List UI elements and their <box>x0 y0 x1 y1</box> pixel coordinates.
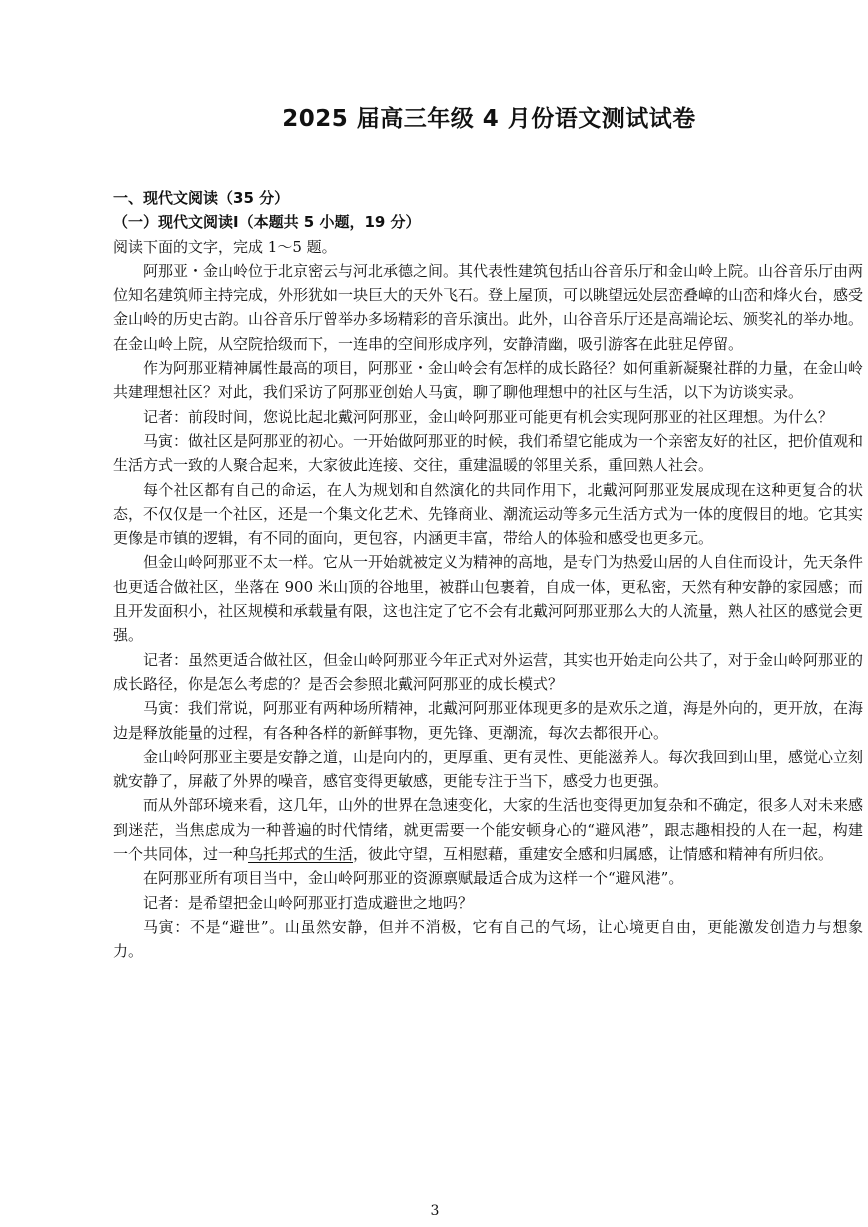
exam-title: 2025 届高三年级 4 月份语文测试试卷 <box>282 106 696 132</box>
paragraph-10 <box>113 793 863 866</box>
paragraph-13: 马寅：不是“避世”。山虽然安静，但并不消极，它有自己的气场，让心境更自由，更能激发创造力与想象力。 <box>113 917 863 961</box>
paragraph-5: 每个社区都有自己的命运，在人为规划和自然演化的共同作用下，北戴河阿那亚发展成现在这种更复合的状态，不仅仅是一个社区，还是一个集文化艺术、先锋商业、潮流运动等多元生活方式为一体的度假目的地。它其实更像是市镇的逻辑，有不同的面向，更包容，内涵更丰富，带给人的体验和感受也更多元。 <box>113 480 864 548</box>
underlined-phrase: 乌托邦式的生活 <box>248 845 354 864</box>
instruction-text: 阅读下面的文字，完成 1～5 题。 <box>113 237 337 256</box>
reading-passage <box>113 186 863 964</box>
section-heading: 一、现代文阅读（35 分） <box>113 189 290 207</box>
paragraph-2: 作为阿那亚精神属性最高的项目，阿那亚・金山岭会有怎样的成长路径？如何重新凝聚社群的力量，在金山岭共建理想社区？对此，我们采访了阿那亚创始人马寅，聊了聊他理想中的社区与生活，以下为访谈实录。 <box>113 359 864 402</box>
paragraph-8: 马寅：我们常说，阿那亚有两种场所精神，北戴河阿那亚体现更多的是欢乐之道，海是外向的，更开放，在海边是释放能量的过程，有各种各样的新鲜事物，更先锋、更潮流，每次去都很开心。 <box>113 699 864 742</box>
paragraph-4: 马寅：做社区是阿那亚的初心。一开始做阿那亚的时候，我们希望它能成为一个亲密友好的社区，把价值观和生活方式一致的人聚合起来，大家彼此连接、交往，重建温暖的邻里关系，重回熟人社会。 <box>113 431 864 475</box>
paragraph-6: 但金山岭阿那亚不太一样。它从一开始就被定义为精神的高地，是专门为热爱山居的人自住而设计，先天条件也更适合做社区，坐落在 900 米山顶的谷地里，被群山包裹着，自成一体，更私密，天然有种安静的家园感；而且开发面积小，社区规模和承载量有限，这也注定了它不会有北戴河阿那亚那么大的人流量，熟人社区的感觉会更强。 <box>113 553 864 645</box>
paragraph-10-tail: ，彼此守望，互相慰藉，重建安全感和归属感，让情感和精神有所归依。 <box>353 845 834 864</box>
paragraph-12: 记者：是希望把金山岭阿那亚打造成避世之地吗？ <box>143 893 474 912</box>
paragraph-10-text: 而从外部环境来看，这几年，山外的世界在急速变化，大家的生活也变得更加复杂和不确定，很多人对未来感到迷茫，当焦虑成为一种普遍的时代情绪，就更需要一个能安顿身心的“避风港”，跟志趣相投的人在一起，构建一个共同体，过一种 <box>113 796 864 864</box>
paragraph-9: 金山岭阿那亚主要是安静之道，山是向内的，更厚重、更有灵性、更能滋养人。每次我回到山里，感觉心立刻就安静了，屏蔽了外界的噪音，感官变得更敏感，更能专注于当下，感受力也更强。 <box>113 747 864 791</box>
subsection-heading: （一）现代文阅读Ⅰ（本题共 5 小题，19 分） <box>113 213 421 232</box>
paragraph-7: 记者：虽然更适合做社区，但金山岭阿那亚今年正式对外运营，其实也开始走向公共了，对于金山岭阿那亚的成长路径，你是怎么考虑的？是否会参照北戴河阿那亚的成长模式？ <box>113 650 864 693</box>
paragraph-3: 记者：前段时间，您说比起北戴河阿那亚，金山岭阿那亚可能更有机会实现阿那亚的社区理想。为什么？ <box>143 407 834 426</box>
paragraph-1: 阿那亚・金山岭位于北京密云与河北承德之间。其代表性建筑包括山谷音乐厅和金山岭上院。山谷音乐厅由两位知名建筑师主持完成，外形犹如一块巨大的天外飞石。登上屋顶，可以眺望远处层峦叠嶂的山峦和烽火台，感受金山岭的历史古韵。山谷音乐厅曾举办多场精彩的音乐演出。此外，山谷音乐厅还是高端论坛、颁奖礼的举办地。在金山岭上院，从空院拾级而下，一连串的空间形成序列，安静清幽，吸引游客在此驻足停留。 <box>113 261 864 353</box>
paragraph-11: 在阿那亚所有项目当中，金山岭阿那亚的资源禀赋最适合成为这样一个“避风港”。 <box>143 869 684 888</box>
page-number: 3 <box>430 1203 440 1219</box>
